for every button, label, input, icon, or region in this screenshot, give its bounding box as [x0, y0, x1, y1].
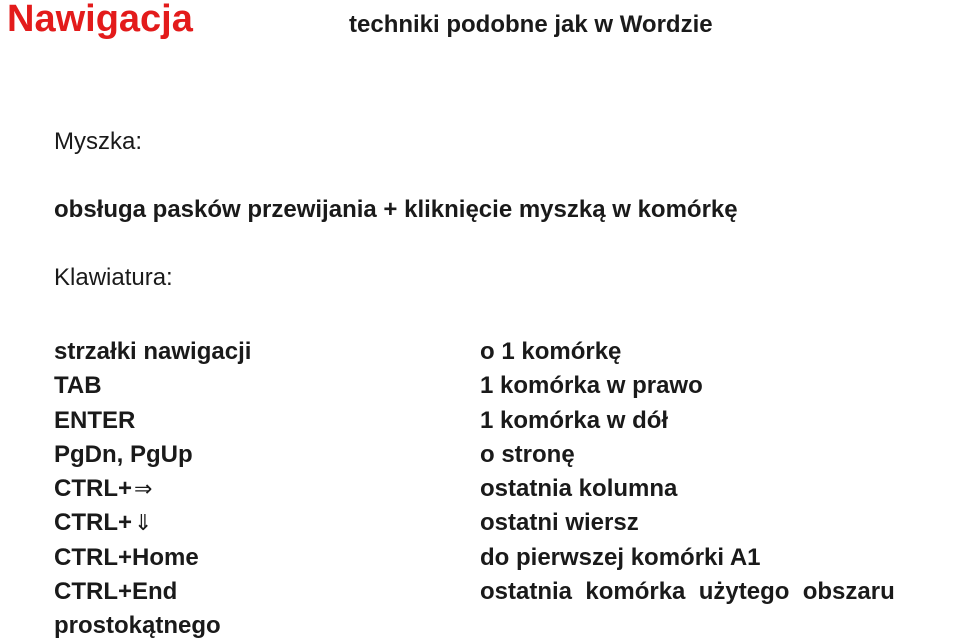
mouse-heading: Myszka: — [54, 128, 143, 155]
shortcut-key-text: CTRL+ — [54, 509, 132, 537]
shortcut-row — [54, 372, 960, 406]
shortcut-description: ostatnia kolumna — [480, 475, 678, 503]
shortcut-key — [54, 509, 152, 537]
shortcut-row — [54, 441, 960, 475]
shortcut-description: ostatni wiersz — [480, 509, 639, 537]
shortcut-key — [54, 475, 152, 503]
shortcut-key: prostokątnego — [54, 612, 221, 640]
shortcut-key: TAB — [54, 372, 102, 400]
page-title: Nawigacja — [7, 0, 193, 40]
shortcut-key: CTRL+Home — [54, 543, 199, 571]
shortcut-description: o stronę — [480, 440, 575, 468]
keyboard-heading: Klawiatura: — [54, 264, 173, 291]
shortcut-description: 1 komórka w prawo — [480, 372, 703, 400]
shortcut-row — [54, 338, 960, 372]
shortcut-key-text: CTRL+ — [54, 475, 132, 503]
shortcut-row — [54, 407, 960, 441]
shortcut-key: ENTER — [54, 406, 136, 434]
mouse-text: obsługa pasków przewijania + kliknięcie myszką w komórkę — [54, 196, 738, 223]
shortcut-row — [54, 509, 960, 543]
shortcut-key: strzałki nawigacji — [54, 338, 252, 365]
shortcut-key: CTRL+End — [54, 578, 178, 606]
shortcut-description: o 1 komórkę — [480, 338, 622, 365]
shortcut-description: 1 komórka w dół — [480, 406, 669, 434]
shortcut-row — [54, 578, 960, 612]
shortcut-row — [54, 544, 960, 578]
page-subtitle: techniki podobne jak w Wordzie — [349, 11, 713, 38]
shortcut-description: ostatnia komórka użytego obszaru — [480, 578, 895, 606]
shortcut-row — [54, 475, 960, 509]
double-arrow-right-icon: ⇒ — [134, 477, 153, 503]
shortcut-description: do pierwszej komórki A1 — [480, 543, 761, 571]
shortcut-row — [54, 612, 960, 642]
keyboard-shortcut-list — [54, 338, 960, 642]
shortcut-key: PgDn, PgUp — [54, 440, 193, 468]
double-arrow-down-icon: ⇓ — [134, 511, 153, 537]
